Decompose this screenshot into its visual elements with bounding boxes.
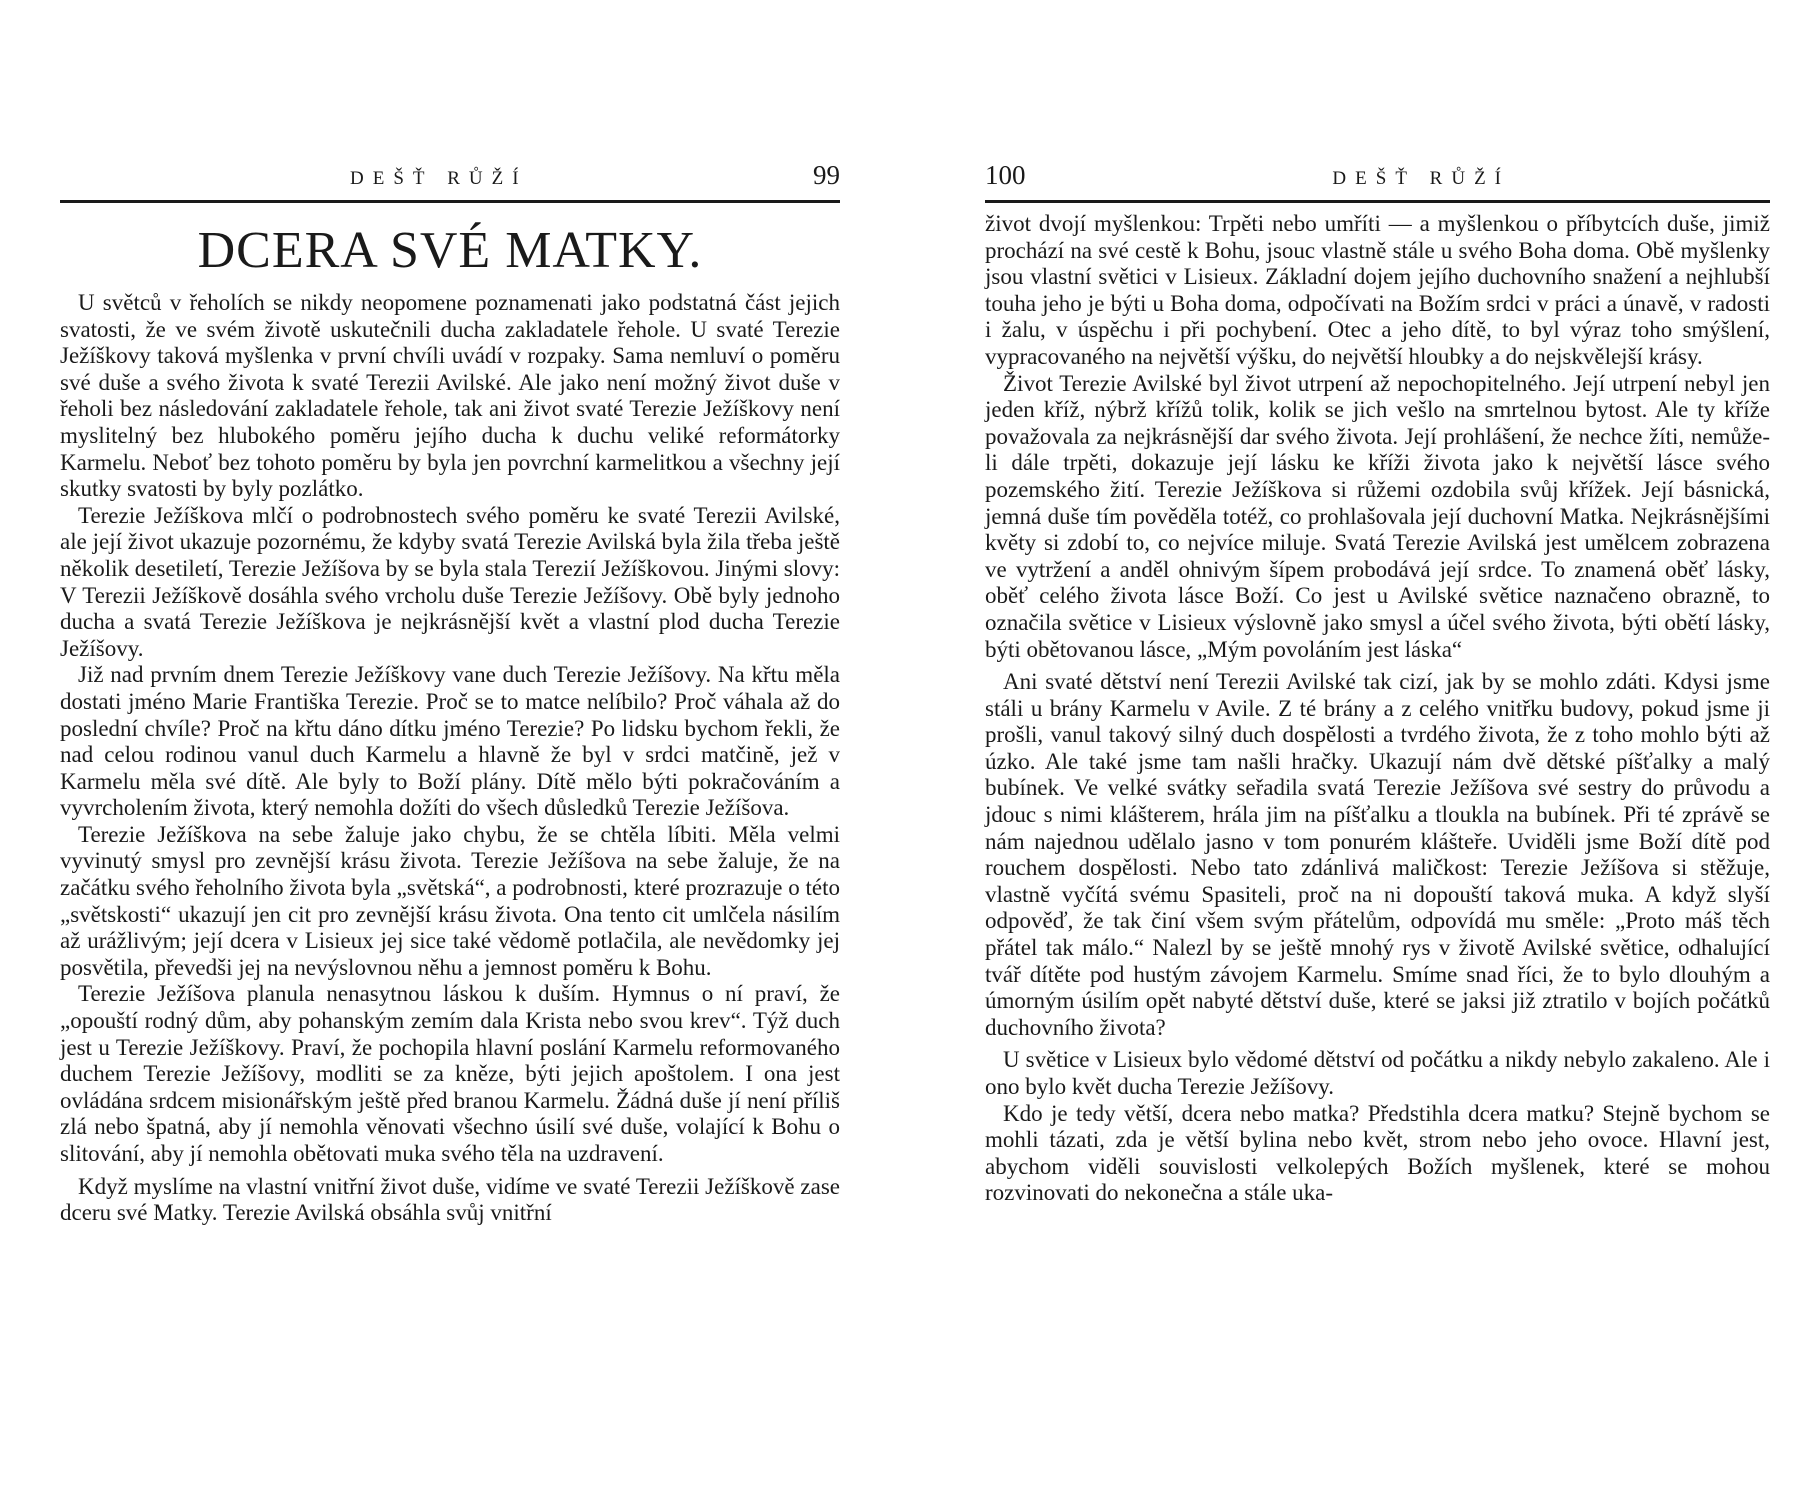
paragraph: U světců v řeholích se nikdy neopomene poznamenati jako podstatná část jejich svatosti, že ve svém životě uskutečnili ducha zakladatele řehole. U svaté Terezie Ježíškovy taková myšlenka v první chvíli uvádí v rozpaky. Sama nemluví o poměru své duše a svého života k svaté Terezii Avilské. Ale jako není možný život duše v řeholi bez následování zakladatele řehole, tak ani život svaté Terezie Ježíškovy není myslitelný bez hlubokého poměru jejího ducha k duchu veliké reformátorky Karmelu. Neboť bez tohoto poměru by byla jen povrchní karmelitkou a všechny její skutky svatosti by byly pozlátko. [60, 290, 840, 502]
paragraph: Terezie Ježíškova mlčí o podrobnostech svého poměru ke svaté Terezii Avilské, ale její život ukazuje pozornému, že kdyby svatá Terezie Avilská byla žila třeba ještě několik desetiletí, Terezie Ježíšova by se byla stala Terezií Ježíškovou. Jinými slovy: V Terezii Ježíškově dosáhla svého vrcholu duše Terezie Ježíšovy. Obě byly jednoho ducha a svatá Terezie Ježíškova je nejkrásnější květ a vlastní plod ducha Terezie Ježíšovy. [60, 502, 840, 661]
paragraph: Kdo je tedy větší, dcera nebo matka? Předstihla dcera matku? Stejně bychom se mohli tázati, zda je větší bylina nebo květ, strom nebo jeho ovoce. Hlavní jest, abychom viděli souvislosti velkolepých Božích myšlenek, které se mohou rozvinovati do nekonečna a stále uka- [985, 1100, 1770, 1206]
left-page-header [60, 160, 840, 203]
paragraph: Život Terezie Avilské byl život utrpení až nepochopitelného. Její utrpení nebyl jen jeden kříž, nýbrž křížů tolik, kolik se jich vešlo na smrtelnou bytost. Ale ty kříže považovala za nejkrásnější dar svého života. Její prohlášení, že nechce žíti, nemůže-li dále trpěti, dokazuje její lásku ke kříži života jako k největší lásce svého pozemského žití. Terezie Ježíškova si růžemi ozdobila svůj křížek. Její básnická, jemná duše tím pověděla totéž, co prohlašovala její duchovní Matka. Nejkrásnějšími květy si zdobí to, co nejvíce miluje. Svatá Terezie Avilská jest umělcem zobrazena ve vytržení a anděl ohnivým šípem probodává její srdce. To znamená oběť lásky, oběť celého života lásce Boží. Co jest u Avilské světice naznačeno obrazně, to označila světice v Lisieux výslovně jako smysl a účel svého života, býti obětí lásky, býti obětovanou lásce, „Mým povoláním jest láska“ [985, 370, 1770, 662]
page-number: 99 [813, 160, 840, 190]
paragraph: Když myslíme na vlastní vnitřní život duše, vidíme ve svaté Terezii Ježíškově zase dceru své Matky. Terezie Avilská obsáhla svůj vnitřní [60, 1173, 840, 1226]
left-page [60, 160, 840, 1227]
paragraph: Terezie Ježíškova na sebe žaluje jako chybu, že se chtěla líbiti. Měla velmi vyvinutý smysl pro zevnější krásu života. Terezie Ježíšova na sebe žaluje, že na začátku svého řeholního života byla „světská“, a podrobnosti, které prozrazuje o této „světskosti“ ukazují jen cit pro zevnější krásu života. Ona tento cit umlčela násilím až urážlivým; její dcera v Lisieux jej sice také vědomě potlačila, ale nevědomky jej posvětila, převedši jej na nevýslovnou něhu a jemnost poměru k Bohu. [60, 821, 840, 980]
paragraph: Ani svaté dětství není Terezii Avilské tak cizí, jak by se mohlo zdáti. Kdysi jsme stáli u brány Karmelu v Avile. Z té brány a z celého vnitřku budovy, pokud jsme ji prošli, vanul takový silný duch dospělosti a tvrdého života, že z toho mohlo býti až úzko. Ale také jsme tam našli hračky. Ukazují nám dvě dětské píšťalky a malý bubínek. Ve velké svátky seřadila svatá Terezie Ježíšova své sestry do průvodu a jdouc s nimi klášterem, hrála jim na píšťalku a tloukla na bubínek. Při té zprávě se nám najednou udělalo jasno v tom ponurém klášteře. Uviděli jsme Boží dítě pod rouchem dospělosti. Nebo tato zdánlivá maličkost: Terezie Ježíšova si stěžuje, vlastně vyčítá svému Spasiteli, proč na ni dopouští taková muka. A když slyší odpověď, že tak činí všem svým přátelům, odpovídá mu směle: „Proto máš těch přátel tak málo.“ Nalezl by se ještě mnohý rys v životě Avilské světice, odhalující tvář dítěte pod hustým závojem Karmelu. Smíme snad říci, že to bylo dlouhým a úmorným úsilím opět nabyté dětství duše, které se jaksi již ztratilo v bojích počátků duchovního života? [985, 669, 1770, 1040]
paragraph: U světice v Lisieux bylo vědomé dětství od počátku a nikdy nebylo zakaleno. Ale i ono bylo květ ducha Terezie Ježíšovy. [985, 1047, 1770, 1099]
chapter-title: DCERA SVÉ MATKY. [197, 222, 703, 279]
page-number: 100 [985, 160, 1026, 190]
paragraph: Terezie Ježíšova planula nenasytnou láskou k duším. Hymnus o ní praví, že „opouští rodný dům, aby pohanským zemím dala Krista nebo svou krev“. Týž duch jest u Terezie Ježíškovy. Praví, že pochopila hlavní poslání Karmelu reformovaného duchem Terezie Ježíšovy, modliti se za kněze, býti jejich apoštolem. I ona jest ovládána srdcem misionářským ještě před branou Karmelu. Žádná duše jí není příliš zlá nebo špatná, aby jí nemohla věnovati všechno úsilí své duše, volající k Bohu o slitování, aby jí nemohla obětovati muka svého těla na uzdravení. [60, 981, 840, 1166]
right-page [985, 160, 1770, 1207]
right-page-body [985, 211, 1770, 1207]
running-title: DEŠŤ RŮŽÍ [1332, 168, 1510, 189]
running-title: DEŠŤ RŮŽÍ [350, 168, 528, 189]
left-page-body [60, 290, 840, 1227]
paragraph: život dvojí myšlenkou: Trpěti nebo umříti — a myšlenkou o příbytcích duše, jimiž prochází na své cestě k Bohu, jsouc vlastně stále u svého Boha doma. Obě myšlenky jsou vlastní světici v Lisieux. Základní dojem jejího duchovního snažení a nejhlubší touha jeho je býti u Boha doma, odpočívati na Božím srdci v práci a únavě, v radosti i žalu, v úspěchu i při pochybení. Otec a jeho dítě, to byl výraz toho smýšlení, vypracovaného na největší výšku, do největší hloubky a do nejskvělejší krásy. [985, 211, 1770, 369]
paragraph: Již nad prvním dnem Terezie Ježíškovy vane duch Terezie Ježíšovy. Na křtu měla dostati jméno Marie Františka Terezie. Proč se to matce nelíbilo? Proč váhala až do poslední chvíle? Proč na křtu dáno dítku jméno Terezie? Po lidsku bychom řekli, že nad celou rodinou vanul duch Karmelu a hlavně že byl v srdci matčině, jež v Karmelu měla své dítě. Ale byly to Boží plány. Dítě mělo býti pokračováním a vyvrcholením života, který nemohla dožíti do všech důsledků Terezie Ježíšova. [60, 662, 840, 821]
right-page-header [985, 160, 1770, 203]
